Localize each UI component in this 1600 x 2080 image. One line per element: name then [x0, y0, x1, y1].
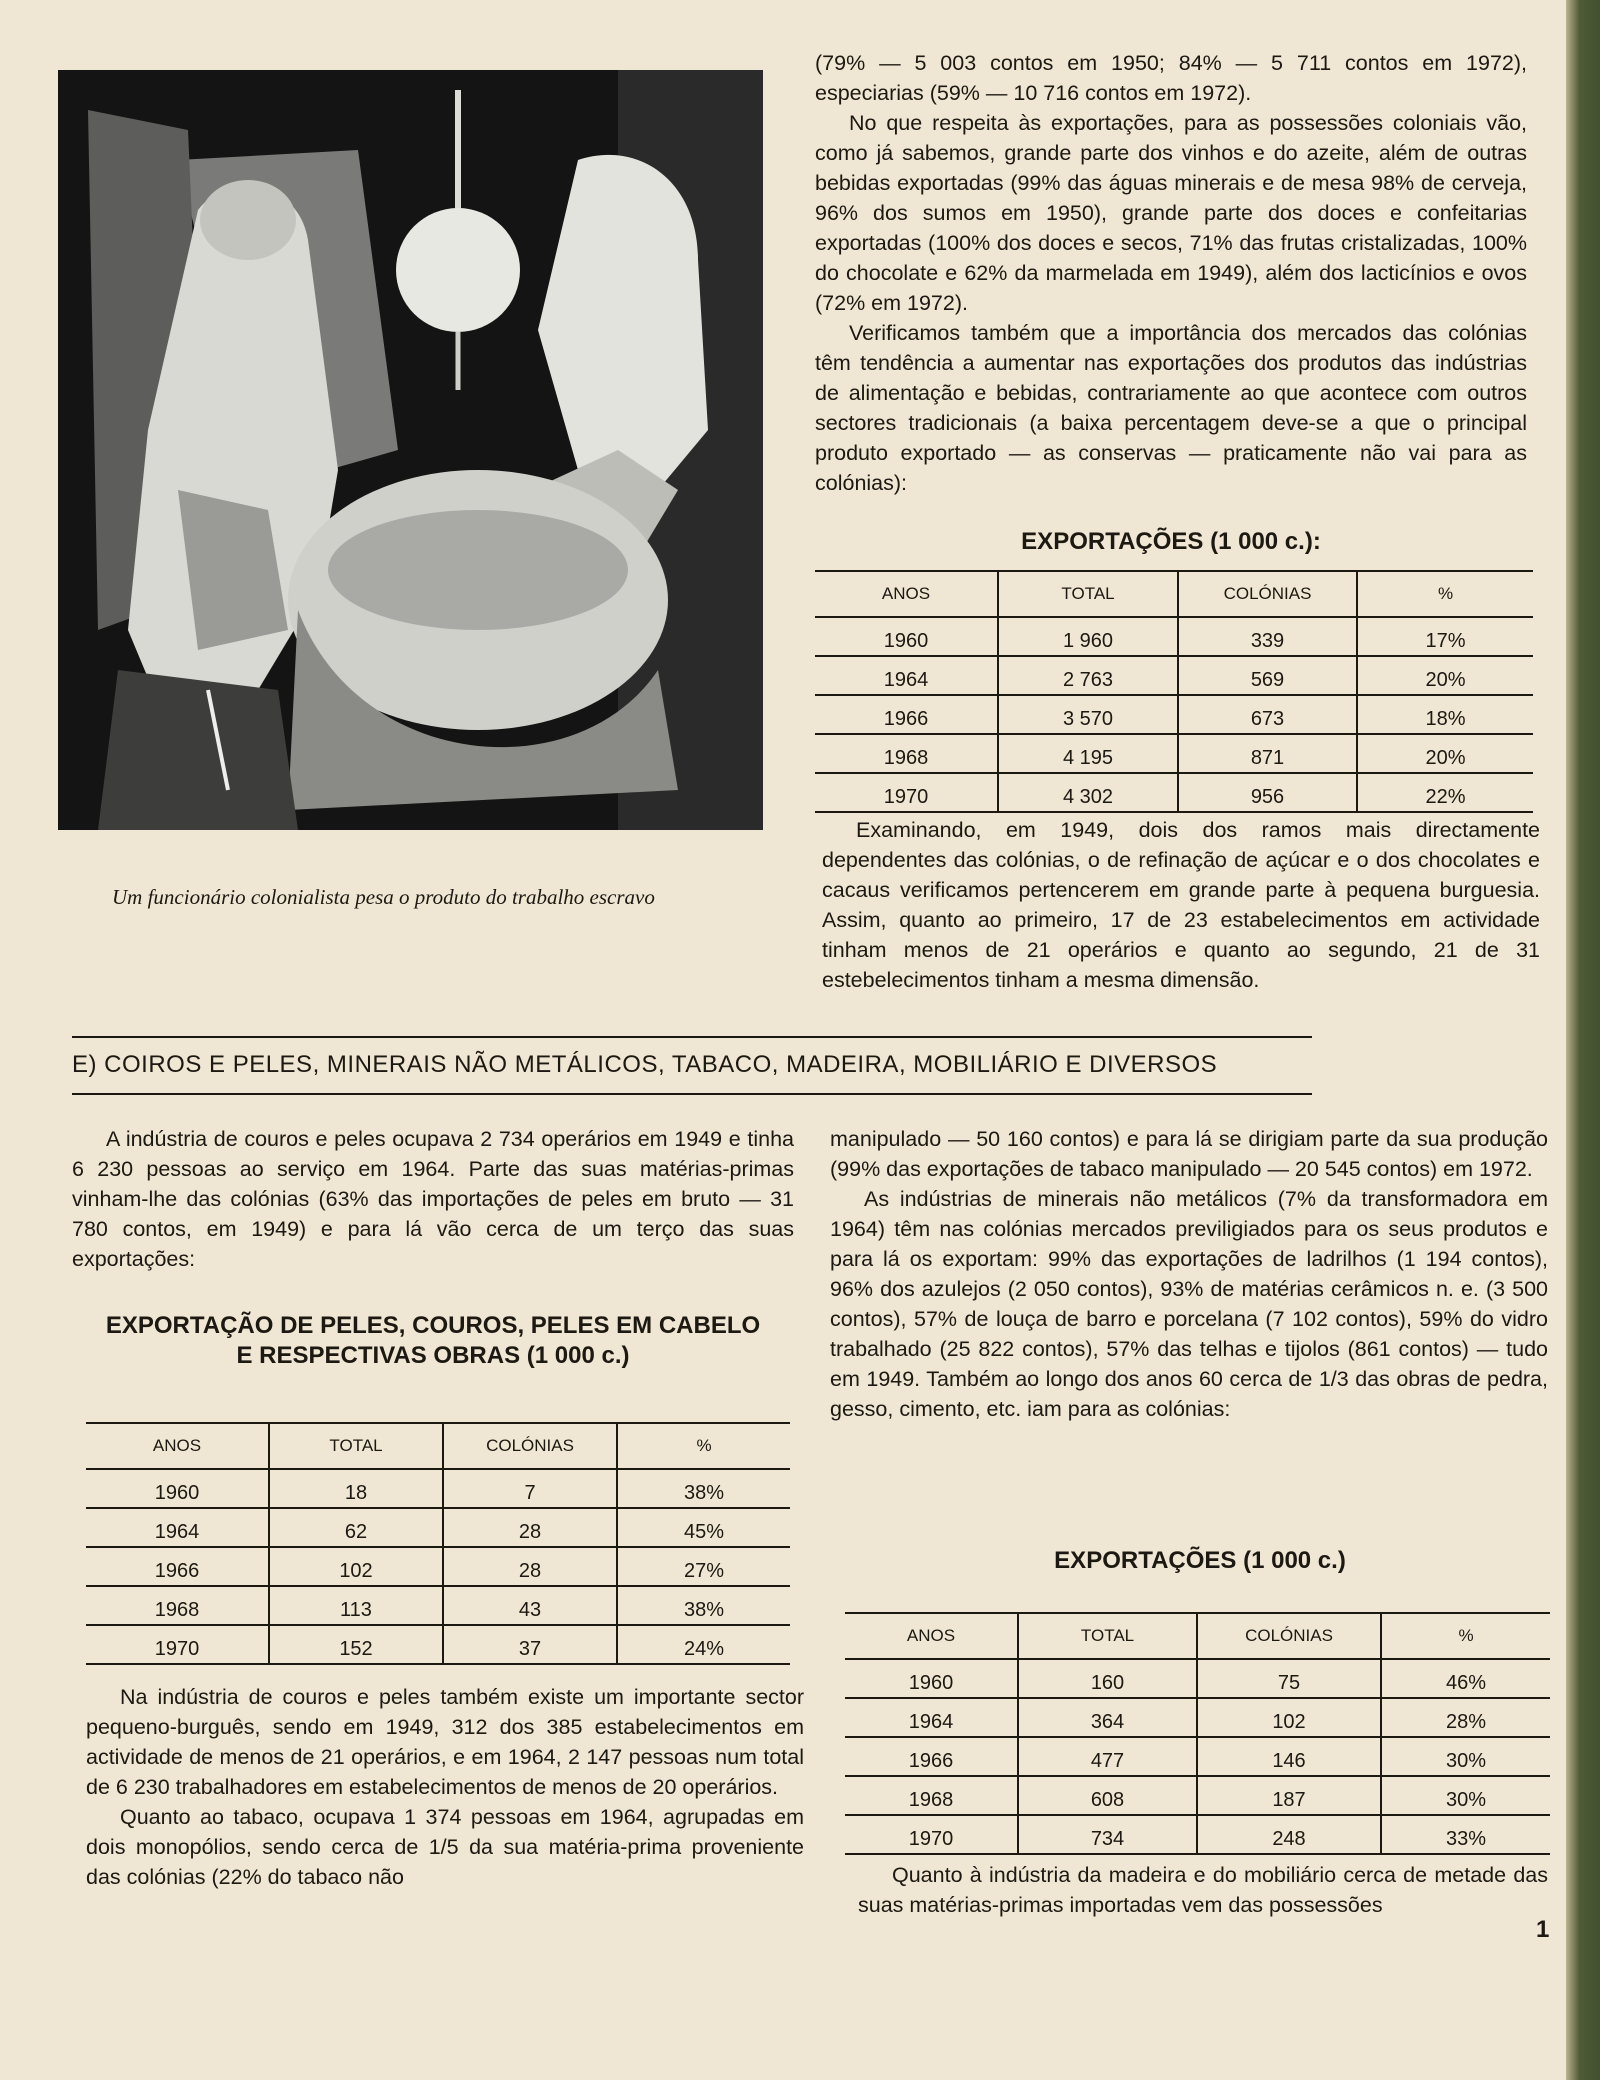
right-column-text [815, 48, 1527, 498]
table-cell: 2 763 [998, 656, 1178, 695]
table2-exportacao-peles [86, 1422, 790, 1665]
table2-title-line1: EXPORTAÇÃO DE PELES, COUROS, PELES EM CABELO [105, 1312, 761, 1339]
table-cell: 248 [1197, 1815, 1381, 1854]
table-row [86, 1625, 790, 1664]
col-header-anos: ANOS [815, 571, 998, 617]
col-header-colonias: COLÓNIAS [443, 1423, 617, 1469]
table-row [845, 1659, 1550, 1698]
table-cell: 1966 [845, 1737, 1018, 1776]
table-cell: 1960 [86, 1469, 269, 1508]
table-cell: 1970 [815, 773, 998, 812]
table-cell: 152 [269, 1625, 443, 1664]
photo-worker-weighing [58, 70, 763, 830]
col-header-percent: % [1381, 1613, 1550, 1659]
table-cell: 38% [617, 1469, 790, 1508]
table-cell: 38% [617, 1586, 790, 1625]
table-cell: 27% [617, 1547, 790, 1586]
table-cell: 33% [1381, 1815, 1550, 1854]
table-cell: 22% [1357, 773, 1533, 812]
mid-column-text [830, 1124, 1548, 1424]
table-row [86, 1508, 790, 1547]
right-column-text-after-table [822, 815, 1540, 995]
table-cell: 1968 [86, 1586, 269, 1625]
table-header-row [815, 571, 1533, 617]
paragraph: Quanto ao tabaco, ocupava 1 374 pessoas em 1964, agrupadas em dois monopólios, sendo cerca de 1/5 da sua matéria-prima proveniente das colónias (22% do tabaco não [86, 1805, 804, 1889]
table-cell: 1968 [845, 1776, 1018, 1815]
table-row [845, 1776, 1550, 1815]
table1-exportacoes [815, 570, 1533, 813]
col-header-anos: ANOS [86, 1423, 269, 1469]
table-cell: 28 [443, 1547, 617, 1586]
table-cell: 160 [1018, 1659, 1197, 1698]
table-cell: 734 [1018, 1815, 1197, 1854]
paragraph: Verificamos também que a importância dos mercados das colónias têm tendência a aumentar nas exportações dos produtos das indústrias de alimentação e bebidas, contrariamente ao que acontece com outros sectores tradicionais (a baixa percentagem deve-se a que o principal produto exportado — as conservas — praticamente não vai para as colónias): [815, 321, 1527, 495]
col-header-total: TOTAL [1018, 1613, 1197, 1659]
table-cell: 1968 [815, 734, 998, 773]
table-cell: 17% [1357, 617, 1533, 656]
table-cell: 62 [269, 1508, 443, 1547]
table2-title-line2: E RESPECTIVAS OBRAS (1 000 c.) [236, 1342, 630, 1369]
table-cell: 1970 [845, 1815, 1018, 1854]
col-header-percent: % [1357, 571, 1533, 617]
table-cell: 673 [1178, 695, 1357, 734]
table-cell: 339 [1178, 617, 1357, 656]
table-row [86, 1586, 790, 1625]
col-header-anos: ANOS [845, 1613, 1018, 1659]
table-cell: 4 195 [998, 734, 1178, 773]
table-row [815, 656, 1533, 695]
table-cell: 1 960 [998, 617, 1178, 656]
col-header-colonias: COLÓNIAS [1197, 1613, 1381, 1659]
table-cell: 187 [1197, 1776, 1381, 1815]
table-cell: 7 [443, 1469, 617, 1508]
table-cell: 102 [269, 1547, 443, 1586]
table-cell: 75 [1197, 1659, 1381, 1698]
table-cell: 46% [1381, 1659, 1550, 1698]
page-edge [1566, 0, 1600, 2080]
paragraph: As indústrias de minerais não metálicos (7% da transformadora em 1964) têm nas colónias mercados previligiados para os seus produtos e para lá os exportam: 99% das exportações de ladrilhos (1 194 contos), 96% dos azulejos (2 050 contos), 93% de matérias cerâmicos n. e. (3 500 contos), 57% de louça de barro e porcelana (7 102 contos), 59% do vidro trabalhado (25 822 contos), 57% das telhas e tijolos (861 contos) — tudo em 1949. Também ao longo dos anos 60 cerca de 1/3 das obras de pedra, gesso, cimento, etc. iam para as colónias: [830, 1187, 1548, 1421]
paragraph: Quanto à indústria da madeira e do mobiliário cerca de metade das suas matérias-primas importadas vem das possessões [858, 1863, 1548, 1917]
table-cell: 1960 [845, 1659, 1018, 1698]
col-header-percent: % [617, 1423, 790, 1469]
table-cell: 1960 [815, 617, 998, 656]
table-row [845, 1737, 1550, 1776]
table-cell: 146 [1197, 1737, 1381, 1776]
table1-title: EXPORTAÇÕES (1 000 c.): [1021, 528, 1321, 555]
table-cell: 1966 [815, 695, 998, 734]
paragraph: Na indústria de couros e peles também existe um importante sector pequeno-burguês, sendo em 1949, 312 dos 385 estabelecimentos em actividade de menos de 21 operários, e em 1964, 2 147 pessoas num total de 6 230 trabalhadores em estabelecimentos de menos de 20 operários. [86, 1685, 804, 1799]
table-header-row [845, 1613, 1550, 1659]
divider [72, 1093, 1312, 1095]
table-cell: 43 [443, 1586, 617, 1625]
col-header-total: TOTAL [998, 571, 1178, 617]
table3-title: EXPORTAÇÕES (1 000 c.) [1054, 1547, 1346, 1574]
left-column-text-after-table [86, 1682, 804, 1892]
mid-column-text-after-table [858, 1860, 1548, 1920]
table-row [86, 1469, 790, 1508]
table-row [815, 734, 1533, 773]
table-cell: 608 [1018, 1776, 1197, 1815]
photo-caption: Um funcionário colonialista pesa o produto do trabalho escravo [112, 885, 655, 909]
table-header-row [86, 1423, 790, 1469]
paragraph: No que respeita às exportações, para as possessões coloniais vão, como já sabemos, grande parte dos vinhos e do azeite, além de outras bebidas exportadas (99% das águas minerais e de mesa 98% de cerveja, 96% dos sumos em 1950), grande parte dos doces e confeitarias exportadas (100% dos doces e secos, 71% das frutas cristalizadas, 100% do chocolate e 62% da marmelada em 1949), além dos lacticínios e ovos (72% em 1972). [815, 111, 1527, 315]
table-cell: 30% [1381, 1737, 1550, 1776]
table-cell: 24% [617, 1625, 790, 1664]
table-cell: 1964 [815, 656, 998, 695]
table-cell: 28% [1381, 1698, 1550, 1737]
table-cell: 45% [617, 1508, 790, 1547]
table-row [86, 1547, 790, 1586]
left-column-text [72, 1124, 794, 1274]
table2-title [72, 1311, 794, 1371]
table-row [845, 1698, 1550, 1737]
table-cell: 477 [1018, 1737, 1197, 1776]
table3-exportacoes-minerais [845, 1612, 1550, 1855]
table-cell: 1964 [86, 1508, 269, 1547]
table-cell: 4 302 [998, 773, 1178, 812]
table-cell: 18% [1357, 695, 1533, 734]
table-cell: 18 [269, 1469, 443, 1508]
table-cell: 871 [1178, 734, 1357, 773]
table-cell: 956 [1178, 773, 1357, 812]
table-cell: 20% [1357, 656, 1533, 695]
paragraph: (79% — 5 003 contos em 1950; 84% — 5 711 contos em 1972), especiarias (59% — 10 716 contos em 1972). [815, 51, 1527, 105]
table-row [815, 617, 1533, 656]
table-cell: 113 [269, 1586, 443, 1625]
divider [72, 1036, 1312, 1038]
table-cell: 28 [443, 1508, 617, 1547]
table-row [845, 1815, 1550, 1854]
page-number: 1 [1536, 1916, 1550, 1943]
table-cell: 102 [1197, 1698, 1381, 1737]
paragraph: A indústria de couros e peles ocupava 2 734 operários em 1949 e tinha 6 230 pessoas ao serviço em 1964. Parte das suas matérias-primas vinham-lhe das colónias (63% das importações de peles em bruto — 31 780 contos, em 1949) e para lá vão cerca de um terço das suas exportações: [72, 1127, 794, 1271]
section-heading: E) COIROS E PELES, MINERAIS NÃO METÁLICOS, TABACO, MADEIRA, MOBILIÁRIO E DIVERSOS [72, 1051, 1218, 1078]
photo-image [58, 70, 763, 830]
table-cell: 1970 [86, 1625, 269, 1664]
table-cell: 364 [1018, 1698, 1197, 1737]
table-row [815, 695, 1533, 734]
table-cell: 37 [443, 1625, 617, 1664]
table-cell: 569 [1178, 656, 1357, 695]
paragraph: manipulado — 50 160 contos) e para lá se dirigiam parte da sua produção (99% das exportações de tabaco manipulado — 20 545 contos) em 1972. [830, 1127, 1548, 1181]
table-cell: 1964 [845, 1698, 1018, 1737]
col-header-colonias: COLÓNIAS [1178, 571, 1357, 617]
table-cell: 30% [1381, 1776, 1550, 1815]
table-row [815, 773, 1533, 812]
col-header-total: TOTAL [269, 1423, 443, 1469]
paragraph: Examinando, em 1949, dois dos ramos mais directamente dependentes das colónias, o de refinação de açúcar e o dos chocolates e cacaus verificamos pertencerem em grande parte à pequena burguesia. Assim, quanto ao primeiro, 17 de 23 estabelecimentos em actividade tinham menos de 21 operários e quanto ao segundo, 21 de 31 estebelecimentos tinham a mesma dimensão. [822, 818, 1540, 992]
table-cell: 1966 [86, 1547, 269, 1586]
table-cell: 20% [1357, 734, 1533, 773]
table-cell: 3 570 [998, 695, 1178, 734]
